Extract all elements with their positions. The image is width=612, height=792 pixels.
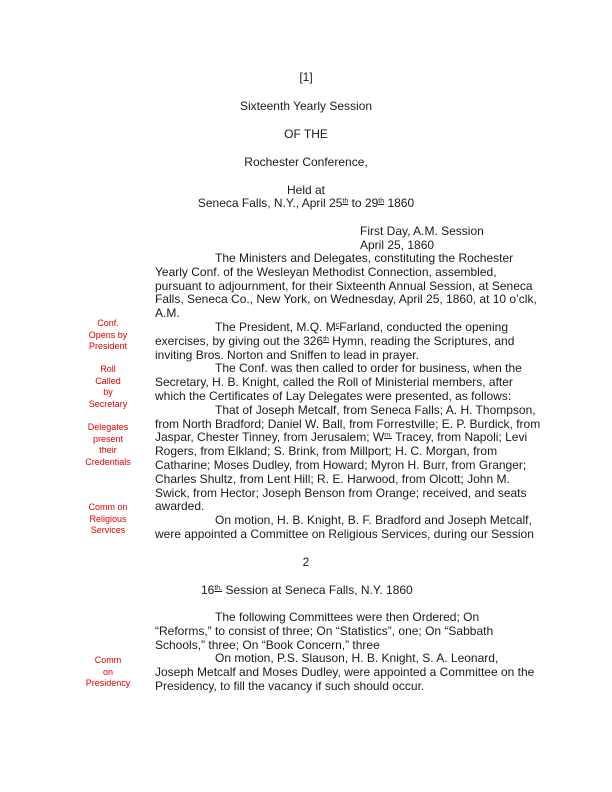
text-line: Rogers, from Elkland; S. Brink, from Millport; H. C. Morgan, from	[155, 444, 498, 459]
margin-note-conf-opens	[70, 318, 146, 353]
ordinal-sup: th	[378, 198, 385, 205]
note-line: Called	[95, 375, 121, 386]
text-line: which the Certificates of Lay Delegates were presented, as follows:	[155, 388, 512, 403]
text-span: The President, M.Q. M	[215, 319, 336, 334]
text-line: On motion, P.S. Slauson, H. B. Knight, S. A. Leonard,	[215, 651, 499, 666]
text-line: pursuant to adjournment, for their Sixteenth Annual Session, at Seneca	[155, 278, 533, 293]
note-line: Secretary	[88, 398, 128, 409]
page-number: 2	[302, 555, 310, 569]
text-line	[155, 431, 547, 445]
title-line-2: OF THE	[284, 127, 328, 141]
text-line: Catharine; Moses Dudley, from Howard; Myron H. Burr, from Granger;	[155, 457, 527, 472]
superscript: c	[335, 321, 340, 329]
location-suffix: 1860	[384, 196, 415, 210]
location-mid: to 29	[348, 196, 379, 210]
text-span: Jaspar, Chester Tinney, from Jerusalem; W	[155, 430, 385, 445]
page2-body	[155, 611, 547, 694]
ordinal-sup: th	[342, 198, 349, 205]
note-line: by	[103, 387, 113, 397]
text-line: Falls, Seneca Co., New York, on Wednesday, April 25, 1860, at 10 o’clk,	[155, 292, 537, 307]
paragraph-presidency	[155, 652, 547, 693]
text-span: Hymn, reading the Scriptures, and	[328, 333, 515, 348]
text-line: On motion, H. B. Knight, B. F. Bradford and Joseph Metcalf,	[215, 513, 532, 528]
text-line: The following Committees were then Ordered; On	[215, 610, 480, 624]
note-line: their	[99, 445, 117, 455]
text-line: “Reforms,” to consist of three; On “Statistics”, one; On “Sabbath	[155, 623, 494, 638]
location-prefix: Seneca Falls, N.Y., April 25	[197, 196, 343, 210]
text-line: awarded.	[155, 499, 205, 514]
running-header	[201, 583, 413, 597]
text-line: were appointed a Committee on Religious Services, during our Session	[155, 526, 534, 541]
text-line: The Ministers and Delegates, constituting the Rochester	[215, 251, 514, 265]
text-span: 16	[201, 583, 215, 597]
note-line: Opens by	[88, 329, 128, 340]
page1-body	[155, 252, 547, 542]
text-line	[155, 335, 547, 349]
superscript: th	[323, 335, 329, 343]
text-line: Schools,” three; On “Book Concern,” three	[155, 637, 380, 652]
text-line: Secretary, H. B. Knight, called the Roll of Ministerial members, after	[155, 375, 513, 390]
paragraph-opening	[155, 252, 547, 321]
text-line	[155, 321, 547, 335]
margin-note-comm-religious	[70, 502, 146, 537]
note-line: Comm	[94, 655, 122, 665]
text-line: Joseph Metcalf and Moses Dudley, were appointed a Committee on the	[155, 665, 535, 680]
text-span: Tracey, from Napoli; Levi	[391, 430, 528, 445]
session-heading: First Day, A.M. Session	[360, 224, 484, 238]
text-line: That of Joseph Metcalf, from Seneca Falls; A. H. Thompson,	[215, 402, 536, 417]
note-line: Religious	[89, 513, 127, 524]
text-line: from North Bradford; Daniel W. Ball, from Forrestville; E. P. Burdick, from	[155, 416, 541, 431]
title-line-3: Rochester Conference,	[244, 155, 368, 169]
note-line: Services	[90, 525, 126, 535]
paragraph-religious-services	[155, 514, 547, 542]
page-marker: [1]	[299, 70, 313, 84]
note-line: Delegates	[87, 422, 129, 432]
paragraph-delegates	[155, 404, 547, 514]
note-line: Roll	[100, 364, 116, 374]
title-line-1: Sixteenth Yearly Session	[239, 99, 373, 113]
note-line: Presidency	[85, 678, 131, 688]
note-line: Credentials	[85, 456, 131, 467]
margin-note-comm-presidency	[70, 655, 146, 690]
note-line: present	[92, 433, 124, 444]
note-line: on	[102, 666, 113, 677]
note-line: Conf.	[97, 318, 119, 328]
text-line: The Conf. was then called to order for business, when the	[215, 361, 522, 376]
text-line: Charles Shultz, from Lent Hill; R. E. Harwood, from Olcott; John M.	[155, 471, 510, 486]
text-line: Yearly Conf. of the Wesleyan Methodist Connection, assembled,	[155, 264, 497, 279]
session-date: April 25, 1860	[360, 238, 435, 252]
text-line: inviting Bros. Norton and Sniffen to lead in prayer.	[155, 347, 419, 362]
text-line: A.M.	[155, 306, 180, 321]
note-line: President	[88, 341, 128, 351]
text-line: Presidency, to fill the vacancy if such should occur.	[155, 678, 425, 693]
note-line: Comm on	[88, 502, 128, 512]
paragraph-roll-call	[155, 362, 547, 403]
margin-note-roll-called	[70, 364, 146, 410]
superscript: m.	[384, 432, 392, 440]
held-at: Held at	[286, 183, 326, 197]
text-span: exercises, by giving out the 326	[155, 333, 324, 348]
location-line	[0, 196, 612, 210]
superscript: th.	[214, 585, 223, 592]
text-span: Farland, conducted the opening	[339, 319, 508, 334]
paragraph-committees-ordered	[155, 611, 547, 652]
text-span: Session at Seneca Falls, N.Y. 1860	[222, 583, 413, 597]
margin-note-delegates	[70, 422, 146, 468]
text-line: Swick, from Hector; Joseph Benson from Orange; received, and seats	[155, 485, 527, 500]
paragraph-president	[155, 321, 547, 362]
